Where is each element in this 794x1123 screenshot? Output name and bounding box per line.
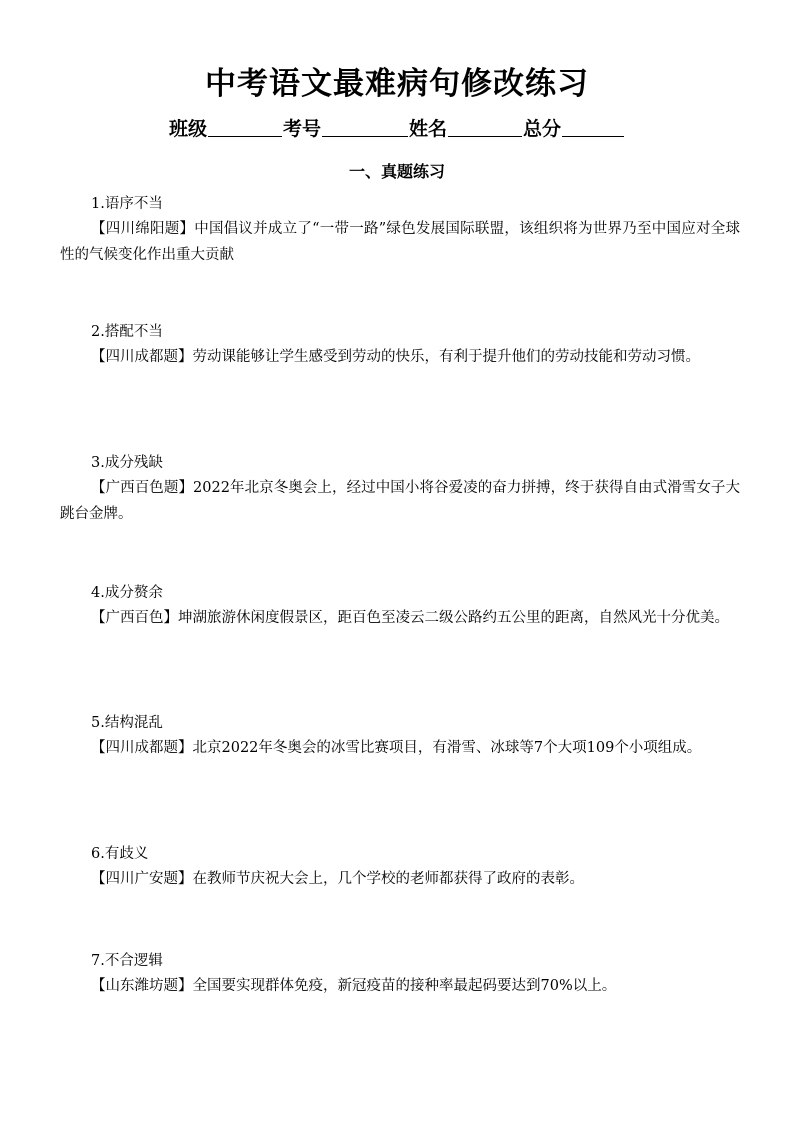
question-item bbox=[60, 581, 740, 631]
question-title: 3.成分残缺 bbox=[91, 455, 163, 471]
question-item bbox=[60, 842, 740, 892]
question-text: 【四川成都题】北京2022年冬奥会的冰雪比赛项目，有滑雪、冰球等7个大项109个小项组成。 bbox=[91, 740, 702, 756]
question-item bbox=[60, 949, 740, 999]
question-item bbox=[60, 451, 740, 527]
name-label: 姓名 bbox=[409, 118, 448, 140]
question-item bbox=[60, 192, 740, 268]
score-label: 总分 bbox=[523, 118, 562, 140]
question-title: 1.语序不当 bbox=[91, 196, 163, 212]
question-item bbox=[60, 320, 740, 370]
score-blank[interactable] bbox=[562, 118, 624, 137]
exam-number-label: 考号 bbox=[282, 118, 321, 140]
name-blank[interactable] bbox=[448, 118, 522, 137]
question-text: 【四川成都题】劳动课能够让学生感受到劳动的快乐，有利于提升他们的劳动技能和劳动习惯。 bbox=[91, 349, 700, 365]
section-heading: 一、真题练习 bbox=[348, 162, 445, 181]
question-title: 5.结构混乱 bbox=[91, 715, 163, 731]
student-info-line bbox=[0, 114, 794, 141]
class-blank[interactable] bbox=[208, 118, 282, 137]
question-title: 2.搭配不当 bbox=[91, 324, 163, 340]
question-title: 7.不合逻辑 bbox=[91, 953, 163, 969]
page-title: 中考语文最难病句修改练习 bbox=[205, 66, 589, 102]
question-item bbox=[60, 711, 740, 761]
question-text: 【四川绵阳题】中国倡议并成立了“一带一路”绿色发展国际联盟，该组织将为世界乃至中国应对全球性的气候变化作出重大贡献 bbox=[60, 221, 740, 263]
question-text: 【四川广安题】在教师节庆祝大会上，几个学校的老师都获得了政府的表彰。 bbox=[91, 871, 584, 887]
question-text: 【广西百色】坤湖旅游休闲度假景区，距百色至凌云二级公路约五公里的距离，自然风光十分优美。 bbox=[91, 610, 729, 626]
class-label: 班级 bbox=[168, 118, 207, 140]
question-text: 【广西百色题】2022年北京冬奥会上，经过中国小将谷爱凌的奋力拼搏，终于获得自由式滑雪女子大跳台金牌。 bbox=[60, 480, 740, 522]
question-title: 4.成分赘余 bbox=[91, 585, 163, 601]
question-text: 【山东潍坊题】全国要实现群体免疫，新冠疫苗的接种率最起码要达到70%以上。 bbox=[91, 978, 617, 994]
exam-number-blank[interactable] bbox=[322, 118, 408, 137]
question-title: 6.有歧义 bbox=[91, 846, 149, 862]
